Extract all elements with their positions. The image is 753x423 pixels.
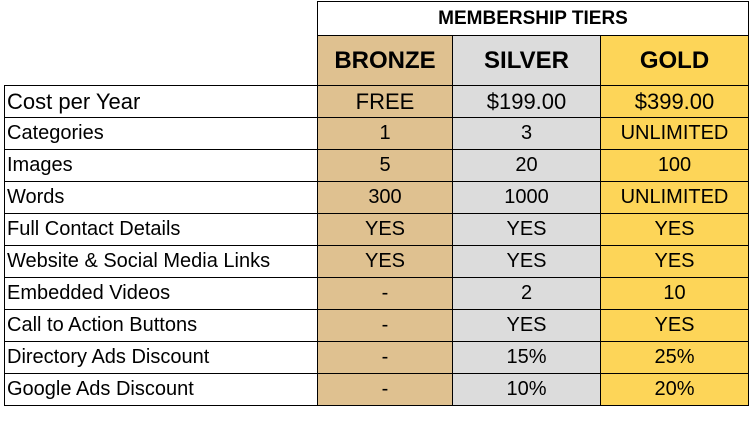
bronze-value: FREE [318,86,453,118]
table-row [5,342,749,374]
table-row [5,118,749,150]
silver-value: 20 [453,150,601,182]
row-label: Embedded Videos [5,278,318,310]
tier-header-silver: SILVER [453,36,601,86]
row-label: Call to Action Buttons [5,310,318,342]
gold-value: YES [601,310,749,342]
silver-value: 10% [453,374,601,406]
bronze-value: YES [318,246,453,278]
bronze-value: - [318,310,453,342]
silver-value: YES [453,310,601,342]
gold-value: UNLIMITED [601,118,749,150]
gold-value: YES [601,246,749,278]
silver-value: 15% [453,342,601,374]
bronze-value: - [318,278,453,310]
gold-value: 20% [601,374,749,406]
bronze-value: 1 [318,118,453,150]
gold-value: YES [601,214,749,246]
gold-value: 25% [601,342,749,374]
silver-value: 3 [453,118,601,150]
gold-value: $399.00 [601,86,749,118]
corner-blank-cell [5,2,318,36]
gold-value: 10 [601,278,749,310]
table-row [5,278,749,310]
bronze-value: 5 [318,150,453,182]
title-row [5,2,749,36]
row-label: Directory Ads Discount [5,342,318,374]
bronze-value: - [318,342,453,374]
tier-header-gold: GOLD [601,36,749,86]
bronze-value: 300 [318,182,453,214]
table-row [5,214,749,246]
corner-blank-cell [5,36,318,86]
tier-header-row [5,36,749,86]
silver-value: $199.00 [453,86,601,118]
silver-value: 1000 [453,182,601,214]
table-row [5,150,749,182]
row-label: Cost per Year [5,86,318,118]
bronze-value: YES [318,214,453,246]
gold-value: 100 [601,150,749,182]
silver-value: YES [453,214,601,246]
table-row [5,246,749,278]
bronze-value: - [318,374,453,406]
row-label: Website & Social Media Links [5,246,318,278]
table-row [5,374,749,406]
table-row [5,310,749,342]
silver-value: 2 [453,278,601,310]
row-label: Words [5,182,318,214]
gold-value: UNLIMITED [601,182,749,214]
silver-value: YES [453,246,601,278]
tier-header-bronze: BRONZE [318,36,453,86]
table-title: MEMBERSHIP TIERS [318,2,749,36]
row-label: Google Ads Discount [5,374,318,406]
row-label: Images [5,150,318,182]
row-label: Full Contact Details [5,214,318,246]
table-row [5,182,749,214]
table-row [5,86,749,118]
row-label: Categories [5,118,318,150]
membership-table [4,1,749,406]
